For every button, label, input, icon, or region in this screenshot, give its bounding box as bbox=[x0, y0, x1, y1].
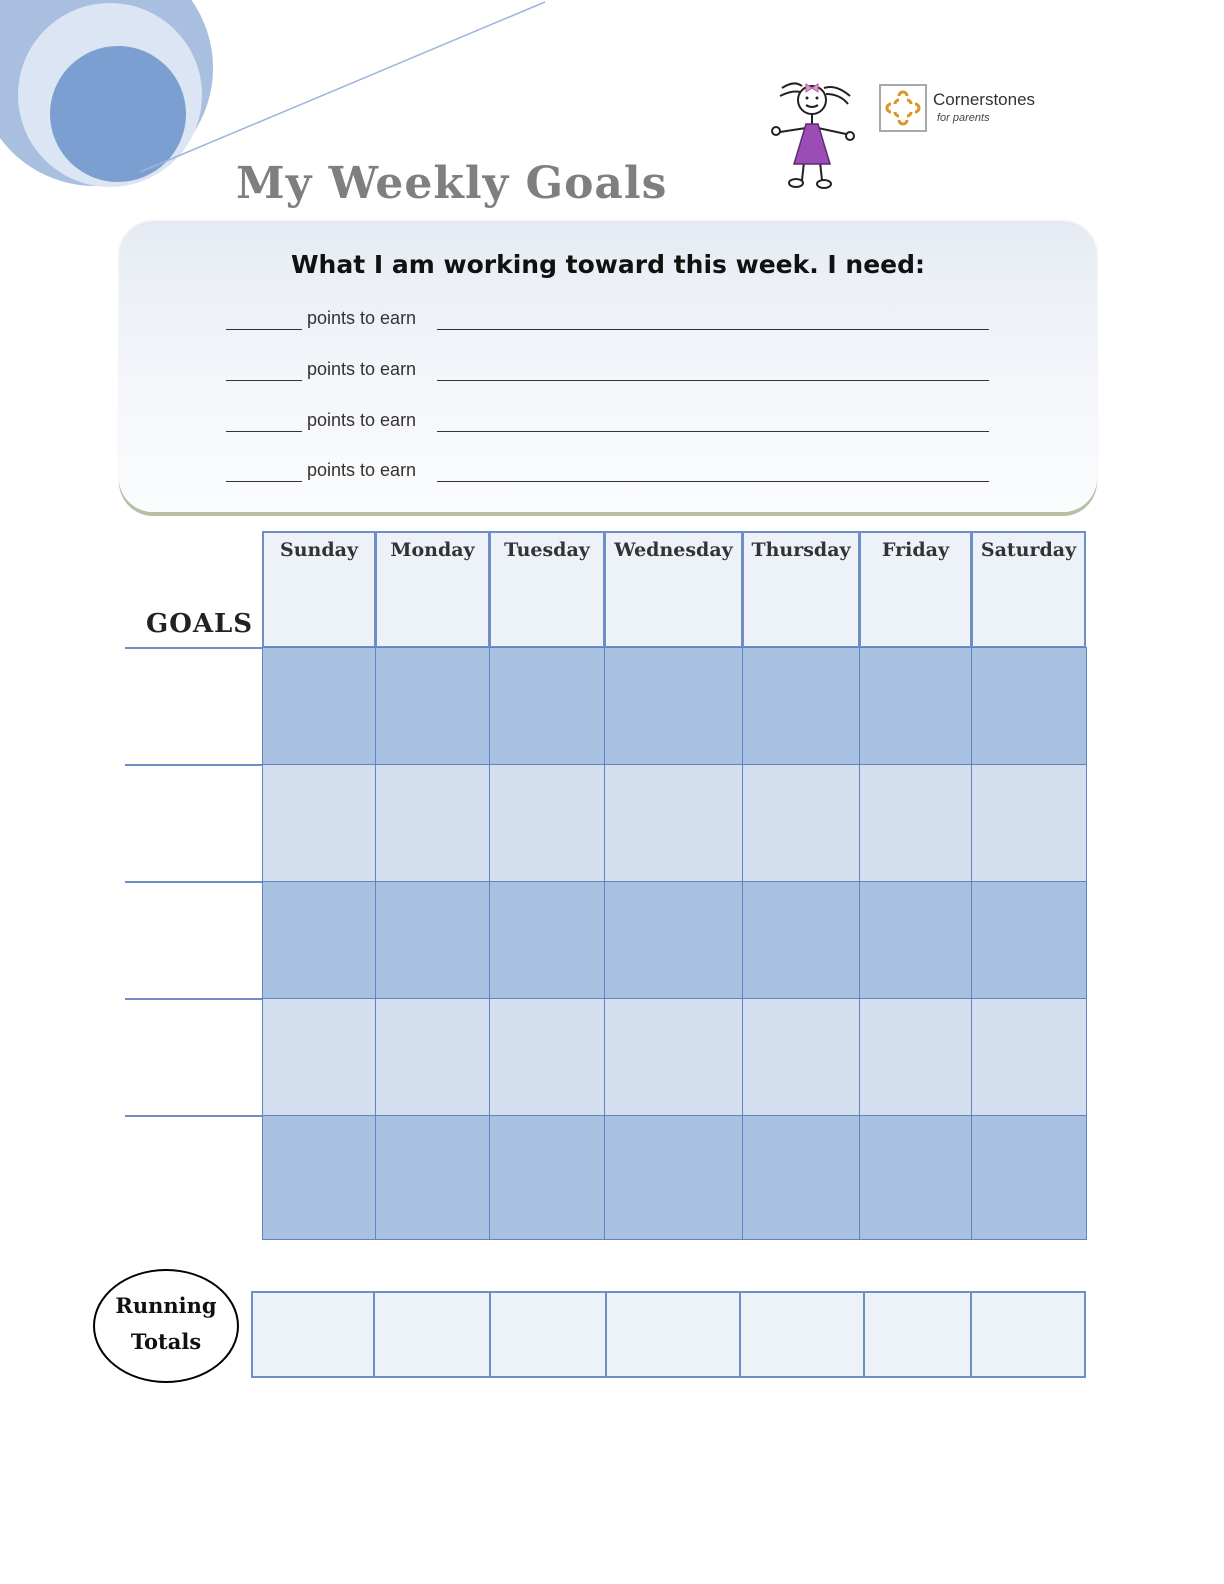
goal-cell[interactable] bbox=[859, 764, 972, 882]
goal-cell[interactable] bbox=[262, 881, 376, 999]
day-header-friday: Friday bbox=[859, 531, 972, 648]
goal-cell[interactable] bbox=[604, 881, 743, 999]
day-header-sunday: Sunday bbox=[262, 531, 376, 648]
running-total-cell[interactable] bbox=[863, 1291, 972, 1378]
day-header-thursday: Thursday bbox=[742, 531, 860, 648]
goal-cell[interactable] bbox=[375, 881, 490, 999]
reward-line bbox=[226, 410, 996, 436]
reward-line bbox=[226, 359, 996, 385]
goal-cell[interactable] bbox=[971, 647, 1087, 765]
goal-entry-line[interactable] bbox=[125, 881, 263, 883]
goal-cell[interactable] bbox=[742, 881, 860, 999]
reward-line bbox=[226, 460, 996, 486]
cornerstones-logo bbox=[879, 84, 1079, 140]
goal-cell[interactable] bbox=[859, 998, 972, 1116]
running-total-cell[interactable] bbox=[251, 1291, 375, 1378]
goal-entry-line[interactable] bbox=[125, 1115, 263, 1117]
running-total-cell[interactable] bbox=[970, 1291, 1086, 1378]
girl-figure-icon bbox=[766, 76, 862, 194]
day-header-monday: Monday bbox=[375, 531, 490, 648]
weekly-goal-grid bbox=[262, 531, 1086, 1240]
reward-blank[interactable] bbox=[437, 380, 989, 381]
page-title: My Weekly Goals bbox=[236, 158, 668, 209]
reward-line-label: points to earn bbox=[307, 410, 417, 430]
goal-cell[interactable] bbox=[859, 881, 972, 999]
goal-entry-line[interactable] bbox=[125, 998, 263, 1000]
reward-line-label: points to earn bbox=[307, 308, 417, 328]
day-header-wednesday: Wednesday bbox=[604, 531, 743, 648]
reward-line-label: points to earn bbox=[307, 359, 417, 379]
goal-cell[interactable] bbox=[971, 998, 1087, 1116]
goal-cell[interactable] bbox=[604, 764, 743, 882]
goal-cell[interactable] bbox=[742, 647, 860, 765]
goal-cell[interactable] bbox=[262, 647, 376, 765]
goal-cell[interactable] bbox=[742, 764, 860, 882]
points-blank[interactable] bbox=[226, 481, 302, 482]
goal-cell[interactable] bbox=[262, 998, 376, 1116]
goal-cell[interactable] bbox=[604, 1115, 743, 1240]
running-total-cell[interactable] bbox=[373, 1291, 491, 1378]
day-header-saturday: Saturday bbox=[971, 531, 1086, 648]
rewards-panel bbox=[119, 222, 1097, 512]
goal-cell[interactable] bbox=[742, 1115, 860, 1240]
points-blank[interactable] bbox=[226, 329, 302, 330]
goal-cell[interactable] bbox=[859, 647, 972, 765]
goal-cell[interactable] bbox=[859, 1115, 972, 1240]
reward-line bbox=[226, 308, 996, 334]
running-totals-line2: Totals bbox=[130, 1329, 202, 1354]
goal-cell[interactable] bbox=[489, 764, 605, 882]
running-totals-line1: Running bbox=[115, 1293, 217, 1318]
goal-cell[interactable] bbox=[489, 998, 605, 1116]
goal-cell[interactable] bbox=[604, 647, 743, 765]
goal-cell[interactable] bbox=[375, 764, 490, 882]
brand-tagline: for parents bbox=[937, 112, 990, 124]
goal-cell[interactable] bbox=[971, 764, 1087, 882]
reward-blank[interactable] bbox=[437, 481, 989, 482]
goal-cell[interactable] bbox=[262, 1115, 376, 1240]
running-totals-label bbox=[93, 1269, 239, 1383]
reward-blank[interactable] bbox=[437, 431, 989, 432]
reward-line-label: points to earn bbox=[307, 460, 417, 480]
reward-blank[interactable] bbox=[437, 329, 989, 330]
rewards-heading: What I am working toward this week. I need: bbox=[290, 250, 926, 279]
goal-cell[interactable] bbox=[742, 998, 860, 1116]
goal-cell[interactable] bbox=[489, 881, 605, 999]
goal-cell[interactable] bbox=[375, 1115, 490, 1240]
goal-cell[interactable] bbox=[489, 1115, 605, 1240]
goal-cell[interactable] bbox=[489, 647, 605, 765]
running-total-cell[interactable] bbox=[739, 1291, 865, 1378]
goals-label: GOALS bbox=[146, 609, 254, 639]
running-total-cell[interactable] bbox=[489, 1291, 607, 1378]
day-header-tuesday: Tuesday bbox=[489, 531, 605, 648]
points-blank[interactable] bbox=[226, 431, 302, 432]
cornerstones-logo-mark-icon bbox=[879, 84, 927, 132]
goal-cell[interactable] bbox=[262, 764, 376, 882]
brand-name: Cornerstones bbox=[933, 90, 1036, 109]
goal-cell[interactable] bbox=[604, 998, 743, 1116]
points-blank[interactable] bbox=[226, 380, 302, 381]
goal-entry-line[interactable] bbox=[125, 647, 263, 649]
goal-entry-line[interactable] bbox=[125, 764, 263, 766]
goal-cell[interactable] bbox=[971, 881, 1087, 999]
goal-cell[interactable] bbox=[375, 998, 490, 1116]
goal-cell[interactable] bbox=[971, 1115, 1087, 1240]
goal-cell[interactable] bbox=[375, 647, 490, 765]
running-totals-row bbox=[251, 1291, 1086, 1378]
running-total-cell[interactable] bbox=[605, 1291, 741, 1378]
